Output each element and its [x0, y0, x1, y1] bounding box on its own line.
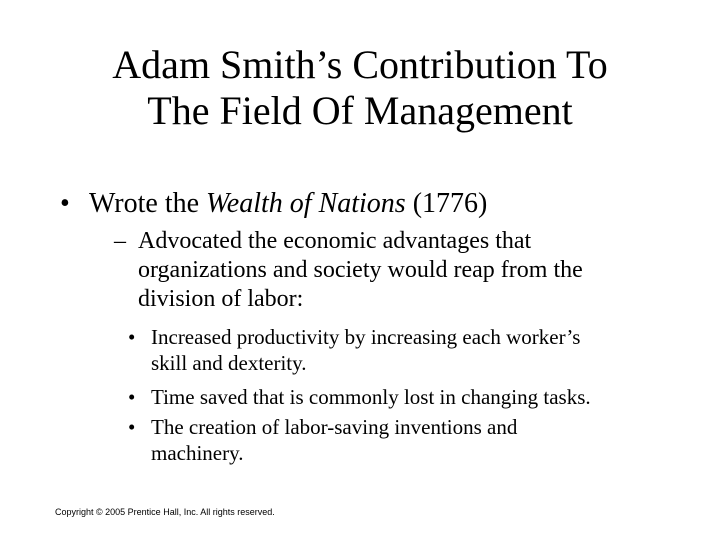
sub-point-line-2: organizations and society would reap from the: [138, 257, 583, 283]
bullet-icon: •: [128, 415, 136, 439]
dash-icon: –: [114, 228, 126, 254]
advantage-text: [151, 384, 591, 410]
bullet-text-suffix: (1776): [405, 188, 488, 219]
sub-point-line-1: Advocated the economic advantages that: [138, 228, 532, 254]
sub-point-line-3: division of labor:: [138, 286, 304, 312]
slide-title-line-1: Adam Smith’s Contribution To: [112, 42, 608, 87]
slide-title-line-2: The Field Of Management: [147, 88, 573, 133]
bullet-icon: •: [128, 325, 136, 349]
bullet-icon: •: [128, 385, 136, 409]
advantage-line-2: machinery.: [151, 441, 244, 465]
sub-point-text: [138, 227, 583, 314]
slide-title: [0, 42, 720, 134]
book-title: Wealth of Nations: [206, 188, 406, 219]
advantage-text: [151, 324, 580, 376]
bullet-icon: •: [60, 188, 70, 219]
advantage-line-1: Time saved that is commonly lost in changing tasks.: [151, 385, 591, 409]
advantage-line-2: skill and dexterity.: [151, 351, 307, 375]
advantage-line-1: Increased productivity by increasing each worker’s: [151, 325, 581, 349]
advantage-line-1: The creation of labor-saving inventions and: [151, 415, 518, 439]
bullet-text-prefix: Wrote the: [89, 188, 207, 219]
bullet-text: [89, 186, 487, 222]
advantage-text: [151, 414, 517, 466]
copyright-notice: Copyright © 2005 Prentice Hall, Inc. All rights reserved.: [55, 507, 275, 517]
